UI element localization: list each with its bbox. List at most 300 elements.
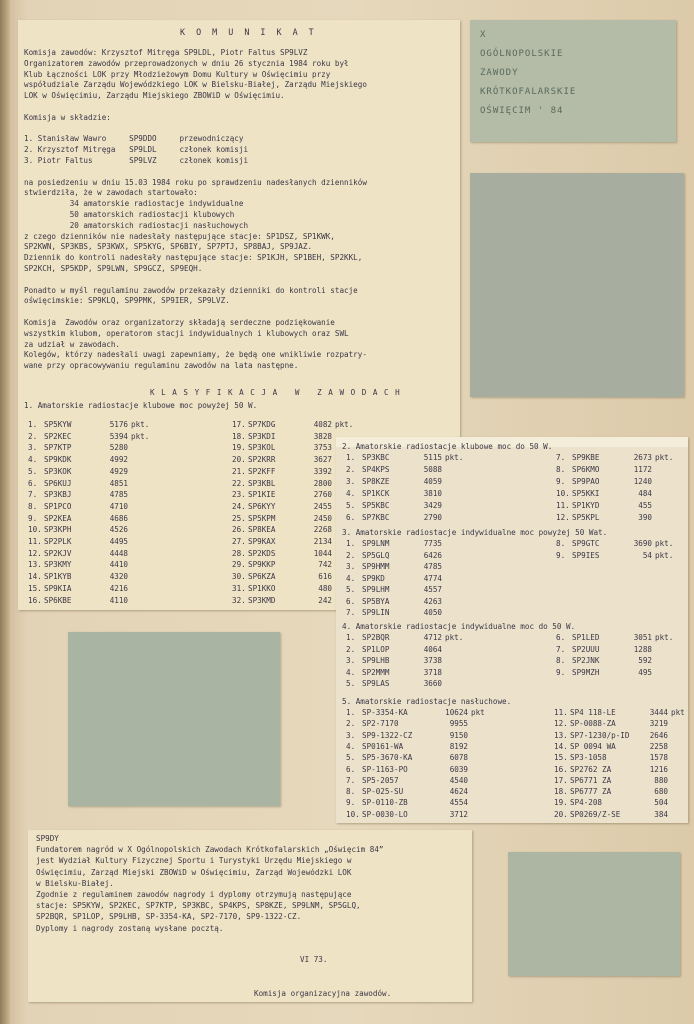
stamp-card [470, 20, 676, 142]
komunikat-line: 1. Stanisław Wawro SP9DDO przewodniczący [24, 134, 244, 144]
table-row [346, 810, 511, 819]
row-call: SP2KDS [248, 548, 276, 558]
table-row [346, 719, 511, 728]
row-pts: 455 [638, 501, 652, 510]
table-row [554, 776, 694, 785]
row-pts: 4216 [109, 583, 128, 593]
komunikat-line: 34 amatorskie radiostacje indywidualne [24, 199, 244, 209]
row-pts: 4059 [423, 477, 442, 486]
row-call: SP7KBC [362, 513, 390, 522]
table-row [346, 585, 485, 594]
row-pts: 1240 [633, 477, 652, 486]
row-call: SP 0094 WA [570, 741, 616, 751]
row-pts: 384 [654, 809, 668, 819]
stamp-line: OGÓLNOPOLSKIE [480, 49, 564, 59]
komunikat-line: Ponadto w myśl regulaminu zawodów przekazały dzienniki do kontroli stacje [24, 285, 358, 295]
row-no: 13. [28, 560, 42, 570]
row-pts: 2760 [313, 490, 332, 500]
table-row [554, 753, 694, 762]
stamp-line: ZAWODY [480, 68, 519, 78]
row-no: 6. [346, 596, 356, 606]
table-row [556, 668, 694, 677]
row-no: 4. [346, 741, 356, 751]
table-row [232, 420, 375, 429]
stamp-line: OŚWIĘCIM ' 84 [480, 106, 564, 116]
row-pts: 484 [638, 489, 652, 498]
row-call: SP9KD [362, 573, 385, 583]
row-call: SP2-7170 [362, 719, 399, 729]
row-no: 3. [346, 656, 356, 665]
row-pts: 495 [638, 667, 652, 677]
table-row [556, 633, 694, 642]
row-no: 9. [556, 667, 566, 677]
row-no: 8. [556, 539, 566, 548]
row-pts: 1216 [649, 764, 668, 774]
nagrody-line: Dyplomy i nagrody zostaną wysłane pocztą. [36, 923, 224, 933]
nagrody-line: Oświęcimiu, Zarząd Miejski ZBOWiD w Oświęcimiu, Zarząd Wojewódzki LOK [36, 867, 352, 877]
row-pts: 4785 [109, 490, 128, 500]
row-call: SP3KBL [248, 478, 276, 488]
table-row [346, 645, 485, 654]
row-pts: 6039 [449, 764, 468, 774]
table-row [28, 596, 171, 605]
section3-title: 3. Amatorskie radiostacje indywidualne moc powyżej 50 Wat. [342, 528, 608, 537]
row-pts: 3219 [649, 719, 668, 729]
row-call: SP8KZE [362, 477, 390, 486]
row-pts: 3712 [449, 809, 468, 819]
row-pts: 3660 [423, 679, 442, 688]
section5-title: 5. Amatorskie radiostacje nasłuchowe. [342, 697, 512, 706]
row-no: 19. [554, 798, 568, 808]
table-row [28, 525, 171, 534]
row-call: SP2JNK [572, 656, 600, 665]
row-pts: 6078 [449, 753, 468, 763]
row-no: 7. [556, 453, 566, 462]
komunikat-line: SP2KCH, SP5KDP, SP9LWN, SP9GCZ, SP9EQH. [24, 264, 203, 273]
row-no: 17. [232, 420, 246, 429]
row-call: SP5KPL [572, 513, 600, 522]
nagrody-line: stacje: SP5KYW, SP2KEC, SP7KTP, SP3KBC, SP4KPS, SP8KZE, SP9LNM, SP5GLQ, [36, 901, 361, 911]
row-no: 4. [346, 573, 356, 583]
row-pts: 4448 [109, 548, 128, 558]
table-row [346, 501, 485, 510]
table-row [28, 420, 171, 429]
row-call: SP1KKO [248, 583, 276, 593]
table-row [346, 798, 511, 807]
row-pts: 1044 [313, 548, 332, 558]
komunikat-line: wane przy opracowywaniu regulaminu zawodów na lata następne. [24, 361, 299, 371]
row-no: 1. [346, 453, 356, 462]
row-unit: pkt [671, 708, 685, 717]
row-no: 15. [28, 583, 42, 593]
row-no: 4. [346, 667, 356, 677]
row-pts: 3444 [649, 708, 668, 717]
komunikat-line: Komisja zawodów: Krzysztof Mitręga SP9LDL, Piotr Faltus SP9LVZ [24, 48, 308, 57]
table-row [28, 502, 171, 511]
row-call: SP9-1322-CZ [362, 730, 413, 740]
row-no: 8. [346, 787, 356, 797]
table-row [346, 668, 485, 677]
section2-title: 2. Amatorskie radiostacje klubowe moc do 50 W. [342, 442, 553, 451]
row-pts: 4540 [449, 775, 468, 785]
row-no: 7. [556, 644, 566, 654]
row-pts: 4495 [109, 537, 128, 546]
row-unit: pkt. [655, 550, 674, 560]
row-pts: 10624 [445, 708, 468, 717]
row-unit: pkt. [655, 453, 674, 462]
nagrody-line: Zgodnie z regulaminem zawodów nagrody i dyplomy otrzymują następujące [36, 890, 352, 899]
row-pts: 5280 [109, 443, 128, 453]
row-no: 12. [554, 719, 568, 729]
table-row [346, 477, 485, 486]
row-no: 6. [556, 633, 566, 642]
row-call: SP3KOK [44, 466, 72, 476]
row-call: SP2KJV [44, 548, 72, 558]
row-call: SP5KPM [248, 513, 276, 523]
row-call: SP7KDG [248, 420, 276, 429]
table-row [346, 742, 511, 751]
row-pts: 3392 [313, 466, 332, 476]
table-row [346, 597, 485, 606]
table-row [346, 574, 485, 583]
row-pts: 4712 [423, 633, 442, 642]
row-no: 7. [346, 608, 356, 617]
komunikat-line: 20 amatorskich radiostacji nasłuchowych [24, 220, 249, 230]
table-row [346, 562, 485, 571]
row-no: 10. [28, 525, 42, 535]
table-row [346, 679, 485, 688]
komunikat-line: współudziale Zarządu Wojewódzkiego LOK w Bielsku-Białej, Zarządu Miejskiego [24, 80, 367, 90]
row-pts: 1578 [649, 753, 668, 763]
row-pts: 616 [318, 572, 332, 582]
row-no: 1. [346, 708, 356, 717]
row-call: SP0161-WA [362, 741, 404, 751]
table-row [554, 798, 694, 807]
nagrody-line: SP9DY [36, 834, 59, 843]
row-call: SP6KZA [248, 572, 276, 582]
row-call: SP-0110-ZB [362, 798, 408, 808]
row-no: 5. [346, 679, 356, 688]
row-pts: 4410 [109, 560, 128, 570]
row-no: 18. [232, 431, 246, 441]
row-call: SP2KEA [44, 513, 72, 523]
table-row [28, 584, 171, 593]
row-unit: pkt. [445, 633, 464, 642]
row-pts: 4686 [109, 513, 128, 523]
row-call: SP9KDK [44, 455, 72, 465]
row-call: SP3KDI [248, 431, 276, 441]
row-no: 15. [554, 753, 568, 763]
row-pts: 2455 [313, 501, 332, 511]
row-no: 16. [28, 595, 42, 605]
qsl-card-left [68, 632, 280, 806]
komunikat-line: oświęcimskie: SP9KLQ, SP9PMK, SP9IER, SP9LVZ. [24, 296, 230, 306]
row-call: SP7-1230/p-ID [570, 730, 630, 740]
row-call: SP5GLQ [362, 550, 390, 560]
row-pts: 3810 [423, 489, 442, 498]
row-call: SP3KBJ [44, 490, 72, 500]
table-row [28, 537, 171, 546]
row-pts: 3429 [423, 501, 442, 510]
row-no: 5. [346, 501, 356, 510]
row-pts: 4320 [109, 572, 128, 582]
komunikat-line: stwierdziła, że w zawodach startowało: [24, 188, 198, 198]
row-call: SP2762 ZA [570, 764, 612, 774]
row-no: 16. [554, 764, 568, 774]
row-no: 7. [28, 490, 38, 500]
row-pts: 7735 [423, 539, 442, 548]
table-row [28, 443, 171, 452]
row-no: 6. [28, 478, 38, 488]
row-call: SP2UUU [572, 644, 600, 654]
table-row [554, 742, 694, 751]
row-no: 2. [346, 550, 356, 560]
table-row [556, 489, 694, 498]
nagrody-line: SP2BQR, SP1LOP, SP9LHB, SP-3354-KA, SP2-7170, SP9-1322-CZ. [36, 912, 302, 922]
table-row [346, 765, 511, 774]
row-pts: 4624 [449, 787, 468, 797]
row-call: SP5-3670-KA [362, 753, 413, 763]
row-pts: 504 [654, 798, 668, 808]
table-row [346, 608, 485, 617]
komunikat-line: Dziennik do kontroli nadesłały następujące stacje: SP1KJH, SP1BEH, SP2KKL, [24, 253, 363, 263]
row-pts: 5115 [423, 453, 442, 462]
table-row [28, 572, 171, 581]
row-pts: 742 [318, 560, 332, 570]
row-no: 4. [28, 455, 38, 465]
nagrody-line: jest Wydział Kultury Fizycznej Sportu i Turystyki Urzędu Miejskiego w [36, 856, 352, 866]
qsl-card-bottom [508, 852, 680, 976]
table-row [556, 539, 694, 548]
row-call: SP9LNM [362, 539, 390, 548]
row-call: SP0269/Z-SE [570, 809, 621, 819]
table-row [554, 787, 694, 796]
row-call: SP6KYY [248, 501, 276, 511]
row-call: SP2BQR [362, 633, 390, 642]
row-pts: 2268 [313, 525, 332, 535]
table-row [556, 477, 694, 486]
komunikat-line: za udział w zawodach. [24, 339, 121, 349]
row-pts: 4929 [109, 466, 128, 476]
row-no: 25. [232, 513, 246, 523]
row-pts: 390 [638, 513, 652, 522]
table-row [346, 633, 485, 642]
table-row [28, 467, 171, 476]
row-no: 7. [346, 775, 356, 785]
row-call: SP1KCK [362, 489, 390, 498]
table-row [346, 465, 485, 474]
row-no: 4. [346, 489, 356, 498]
row-call: SP5-2057 [362, 775, 399, 785]
row-unit: pkt. [655, 633, 674, 642]
komunikat-line: z czego dzienników nie nadesłały następujące stacje: SP1DSZ, SP1KWK, [24, 231, 335, 241]
row-no: 3. [346, 477, 356, 486]
row-pts: 2790 [423, 513, 442, 522]
row-no: 2. [346, 644, 356, 654]
row-pts: 4263 [423, 596, 442, 606]
row-pts: 2646 [649, 730, 668, 740]
table-row [556, 465, 694, 474]
row-no: 8. [556, 465, 566, 474]
row-pts: 3051 [633, 633, 652, 642]
row-pts: 480 [318, 583, 332, 593]
row-no: 14. [28, 572, 42, 582]
table-row [556, 656, 694, 665]
row-pts: 5176 [109, 420, 128, 429]
row-pts: 2258 [649, 741, 668, 751]
qsl-card-right [470, 173, 684, 397]
row-call: SP5BYA [362, 596, 390, 606]
row-no: 12. [556, 513, 570, 522]
table-row [556, 645, 694, 654]
row-no: 18. [554, 787, 568, 797]
row-call: SP2KEC [44, 431, 72, 441]
row-call: SP9HMM [362, 562, 390, 571]
row-no: 6. [346, 513, 356, 522]
row-pts: 3690 [633, 539, 652, 548]
row-call: SP1KIE [248, 490, 276, 500]
row-call: SP9IES [572, 550, 600, 560]
row-call: SP-025-SU [362, 787, 404, 797]
nagrody-line: w Bielsku-Białej. [36, 878, 114, 888]
row-call: SP6KMO [572, 465, 600, 474]
row-call: SP1KYD [572, 501, 600, 510]
row-no: 10. [346, 809, 360, 819]
row-pts: 2450 [313, 513, 332, 523]
row-no: 9. [28, 513, 38, 523]
table-row [346, 551, 485, 560]
row-call: SP-3354-KA [362, 708, 408, 717]
row-call: SP4 118-LE [570, 708, 616, 717]
row-pts: 592 [638, 656, 652, 665]
row-no: 22. [232, 478, 246, 488]
row-no: 11. [556, 501, 570, 510]
komunikat-line: 2. Krzysztof Mitręga SP9LDL członek komisji [24, 145, 249, 155]
row-call: SP9GTC [572, 539, 600, 548]
row-call: SP3KMY [44, 560, 72, 570]
row-call: SP3KPH [44, 525, 72, 535]
table-row [346, 489, 485, 498]
nagrody-date: VI 73. [300, 955, 328, 964]
row-call: SP9KBE [572, 453, 600, 462]
row-no: 1. [28, 420, 38, 429]
row-call: SP9KKP [248, 560, 276, 570]
row-pts: 3627 [313, 455, 332, 465]
section1-title: 1. Amatorskie radiostacje klubowe moc powyżej 50 W. [24, 401, 258, 410]
table-row [28, 514, 171, 523]
row-unit: pkt. [655, 539, 674, 548]
row-call: SP2KRR [248, 455, 276, 465]
row-no: 1. [346, 633, 356, 642]
row-no: 10. [556, 489, 570, 498]
table-row [554, 719, 694, 728]
row-call: SP7KTP [44, 443, 72, 453]
row-no: 5. [346, 753, 356, 763]
row-call: SP3KBC [362, 453, 390, 462]
table-row [28, 432, 171, 441]
row-pts: 2134 [313, 537, 332, 546]
komunikat-line: na posiedzeniu w dniu 15.03 1984 roku po sprawdzeniu nadesłanych dzienników [24, 177, 367, 187]
row-pts: 5394 [109, 431, 128, 441]
table-row [346, 753, 511, 762]
row-call: SP9MZH [572, 667, 600, 677]
row-pts: 5088 [423, 465, 442, 474]
row-no: 11. [28, 537, 42, 546]
row-call: SP3-1058 [570, 753, 607, 763]
komunikat-line: 3. Piotr Faltus SP9LVZ członek komisji [24, 156, 249, 165]
row-pts: 4851 [109, 478, 128, 488]
row-pts: 4082 [313, 420, 332, 429]
row-call: SP6KBE [44, 595, 72, 605]
row-call: SP9LAS [362, 679, 390, 688]
komunikat-line: 50 amatorskich radiostacji klubowych [24, 210, 235, 219]
row-call: SP5KYW [44, 420, 72, 429]
row-no: 12. [28, 548, 42, 558]
komunikat-line: Kolegów, którzy nadesłali uwagi zapewniamy, że będą one wnikliwie rozpatry- [24, 350, 367, 360]
row-no: 9. [556, 550, 566, 560]
row-pts: 4785 [423, 562, 442, 571]
row-no: 29. [232, 560, 246, 570]
row-pts: 4064 [423, 644, 442, 654]
row-no: 17. [554, 775, 568, 785]
row-pts: 3738 [423, 656, 442, 665]
row-call: SP-1163-PO [362, 764, 408, 774]
row-pts: 2673 [633, 453, 652, 462]
komunikat-line: Klub Łączności LOK przy Młodzieżowym Domu Kultury w Oświęcimiu przy [24, 69, 331, 79]
klasyfikacja-title: K L A S Y F I K A C J A W Z A W O D A C H [150, 388, 401, 397]
table-row [346, 513, 485, 522]
komunikat-line: Komisja Zawodów oraz organizatorzy składają serdeczne podziękowanie [24, 318, 335, 327]
row-call: SP-0030-LO [362, 809, 408, 819]
row-unit: pkt. [335, 420, 354, 429]
section4-title: 4. Amatorskie radiostacje indywidualne moc do 50 W. [342, 622, 576, 631]
row-no: 21. [232, 466, 246, 476]
row-call: SP3KMD [248, 595, 276, 605]
table-row [346, 453, 485, 462]
row-call: SP6771 ZA [570, 775, 612, 785]
row-no: 28. [232, 548, 246, 558]
table-row [554, 810, 694, 819]
row-pts: 4110 [109, 595, 128, 605]
row-no: 2. [346, 465, 356, 474]
table-row [346, 731, 511, 740]
row-no: 30. [232, 572, 246, 582]
table-row [346, 787, 511, 796]
row-call: SP6777 ZA [570, 787, 612, 797]
row-no: 1. [346, 539, 356, 548]
komunikat-line: Organizatorem zawodów przeprowadzonych w dniu 26 stycznia 1984 roku był [24, 58, 349, 68]
komunikat-line: Komisja w składzie: [24, 112, 111, 122]
table-row [556, 551, 694, 560]
row-pts: 6426 [423, 550, 442, 560]
row-no: 23. [232, 490, 246, 500]
row-call: SP3KOL [248, 443, 276, 453]
row-pts: 3718 [423, 667, 442, 677]
row-no: 3. [346, 730, 356, 740]
row-pts: 54 [642, 550, 652, 560]
table-row [28, 560, 171, 569]
row-no: 2. [28, 431, 38, 441]
table-row [346, 539, 485, 548]
table-row [28, 479, 171, 488]
row-pts: 2800 [313, 478, 332, 488]
stamp-line: X [480, 30, 487, 40]
row-pts: 4050 [423, 608, 442, 617]
row-no: 3. [28, 443, 38, 453]
album-spine [0, 0, 10, 1024]
row-no: 26. [232, 525, 246, 535]
row-no: 20. [554, 809, 568, 819]
